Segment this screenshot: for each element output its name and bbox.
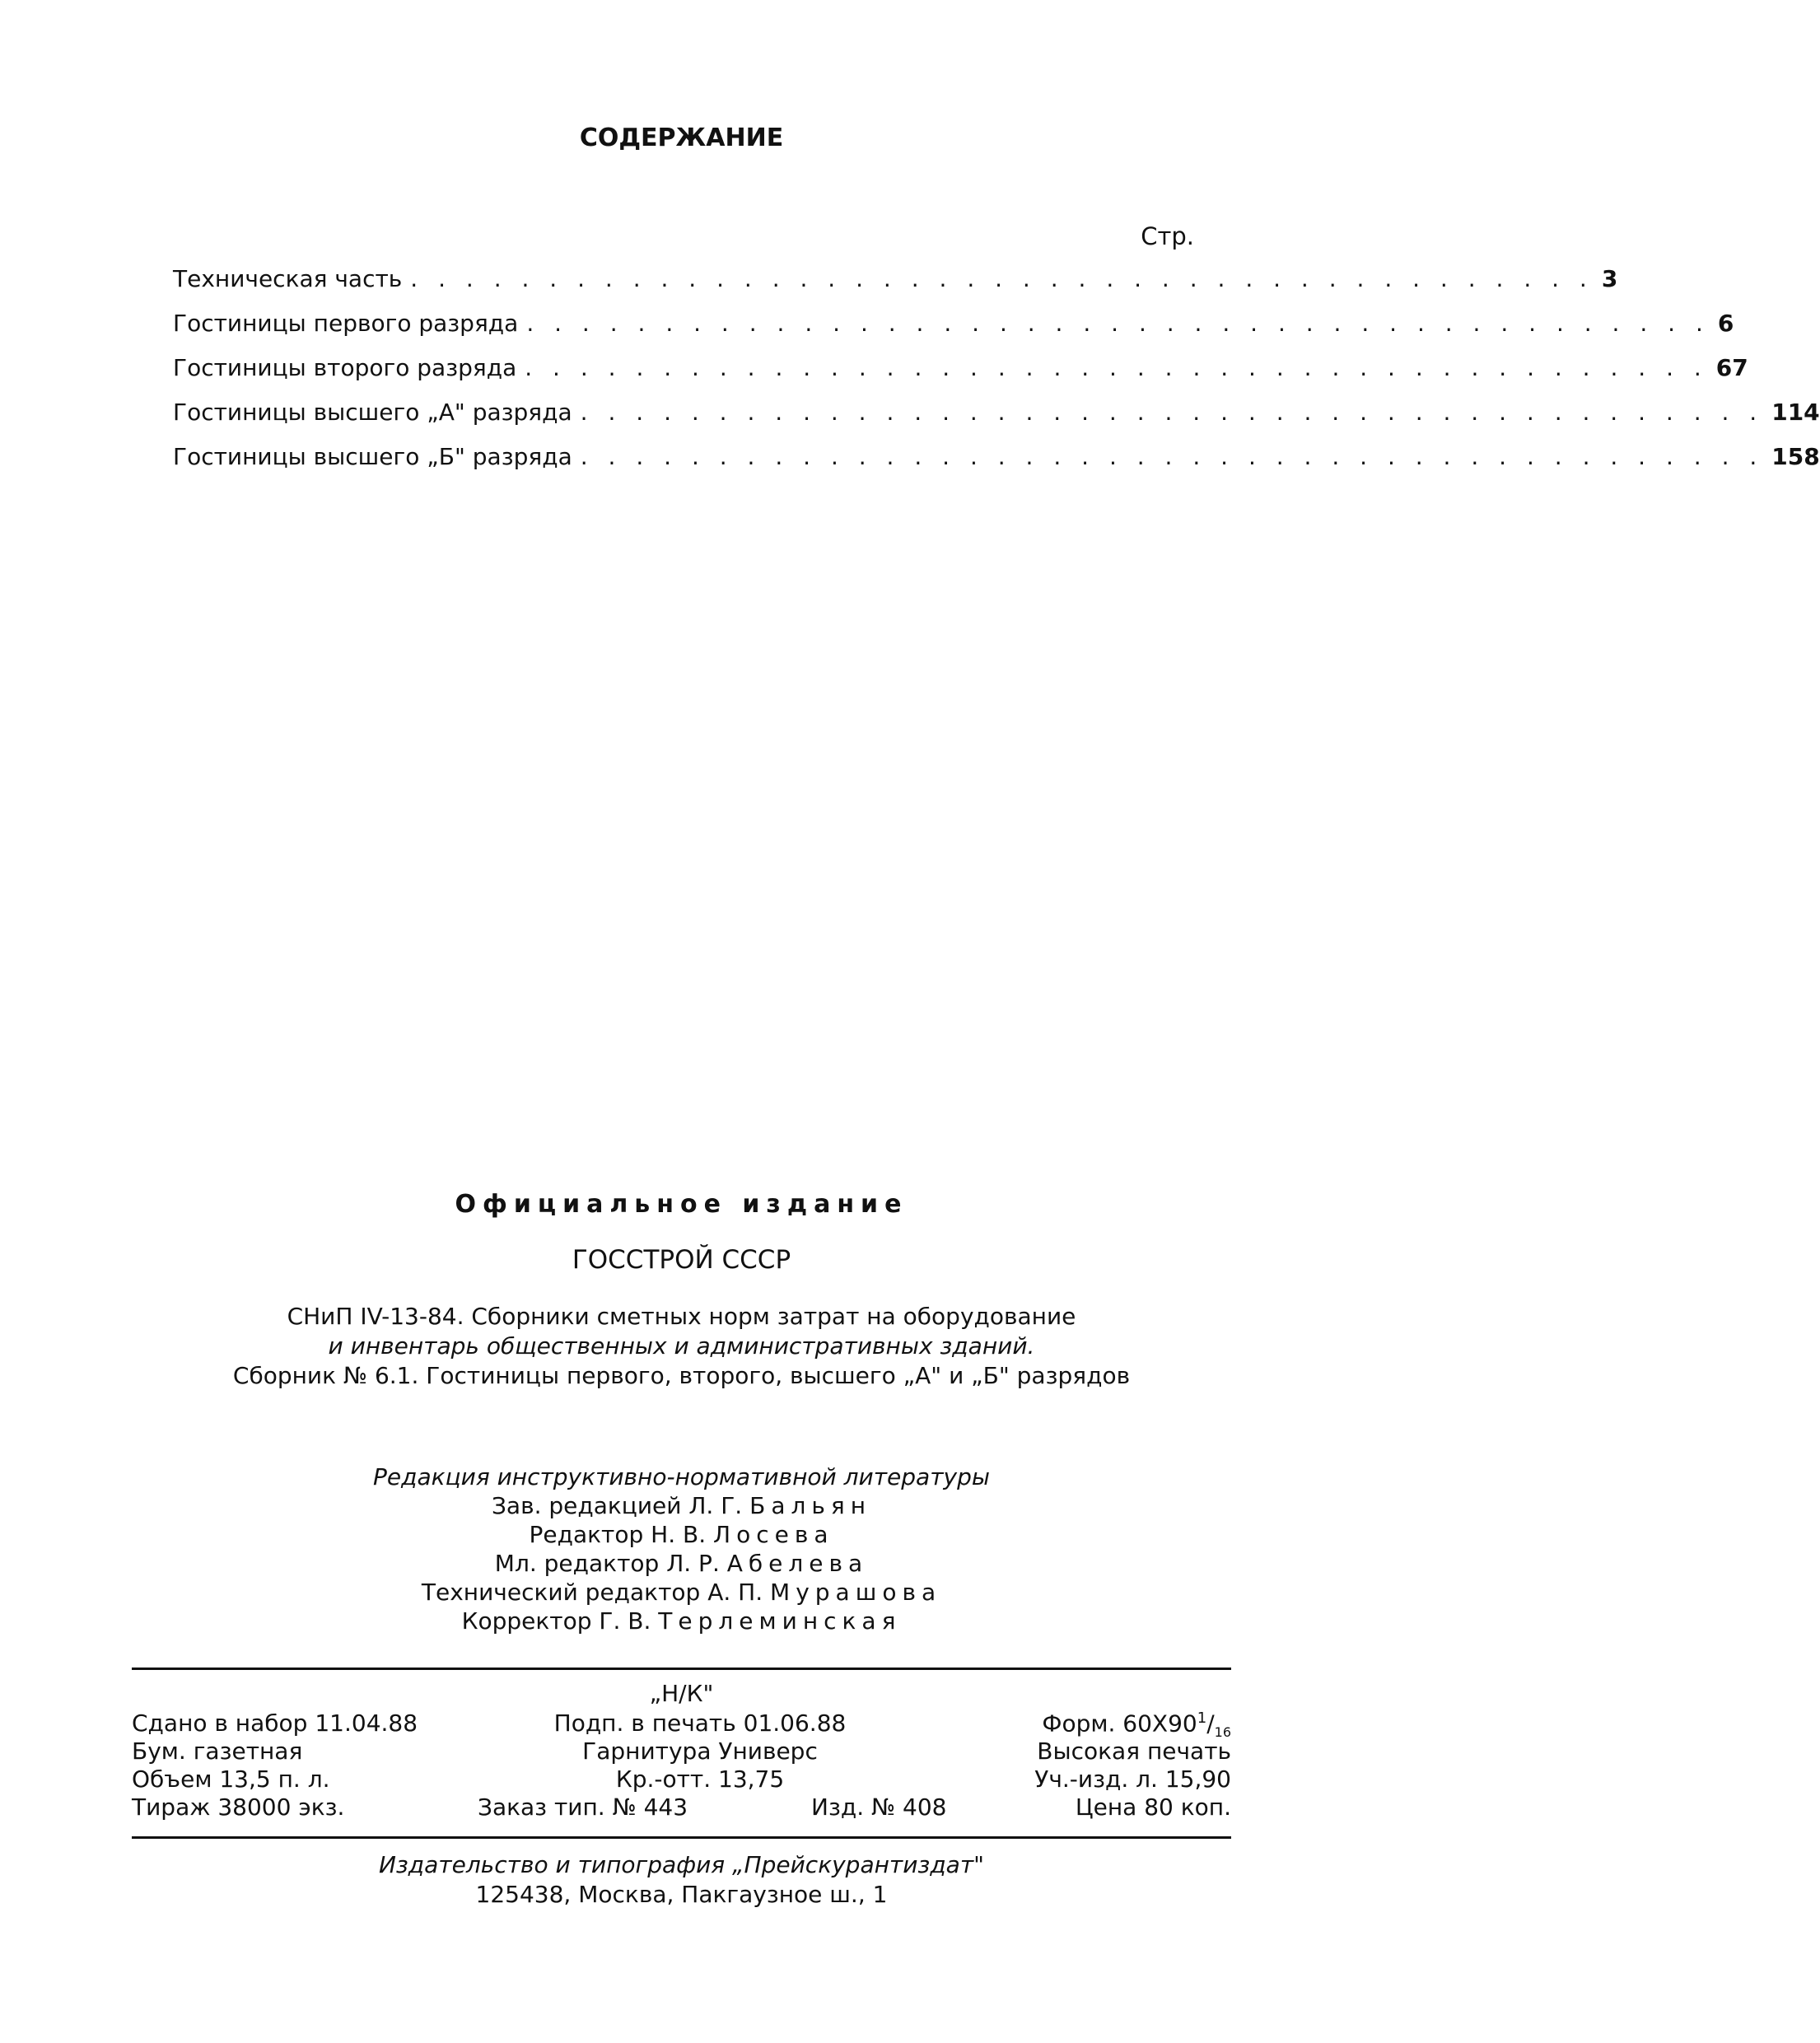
imprint-volume: Объем 13,5 п. л. [132,1765,330,1793]
toc-entry [173,443,1820,476]
imprint-format-prefix: Форм. 60Х90 [1042,1709,1197,1737]
credit-line [0,1607,1363,1635]
imprint-signed-date: Подп. в печать 01.06.88 [553,1709,847,1737]
footer-address: 125438, Москва, Пакгаузное ш., 1 [475,1881,888,1908]
publisher-org: ГОССТРОЙ СССР [572,1245,791,1275]
credit-line [0,1492,1363,1519]
credit-name: Абелева [726,1550,869,1577]
toc-entry-label: Техническая часть [173,265,403,292]
edition-label: Официальное издание [455,1190,908,1219]
imprint-color-prints: Кр.-отт. 13,75 [615,1765,785,1793]
imprint-price: Цена 80 коп. [1075,1793,1231,1821]
document-title-line: Сборник № 6.1. Гостиницы первого, второго, высшего „А" и „Б" разрядов [232,1362,1131,1389]
imprint-divider-top [132,1668,1231,1670]
toc-page-header: Стр. [1141,222,1194,250]
credit-name: Лосева [713,1521,834,1548]
footer-publisher: Издательство и типография „Прейскурантиздат" [378,1851,985,1878]
imprint-format-slash: / [1206,1709,1215,1737]
imprint-order: Заказ тип. № 443 [478,1793,688,1821]
imprint-divider-bottom [132,1836,1231,1839]
credit-line [0,1579,1363,1606]
credit-name: Терлеминская [658,1607,902,1635]
credit-role: Мл. редактор Л. Р. [494,1550,720,1577]
credit-line [0,1550,1363,1577]
toc-entry-label: Гостиницы второго разряда [173,354,517,381]
toc-leader-dots: . . . . . . . . . . . . . . . . . . . . . . . . . . . . . . . . . . . . . . . . . . . [580,399,1764,426]
toc-leader-dots: . . . . . . . . . . . . . . . . . . . . . . . . . . . . . . . . . . . . . . . . . . . [526,310,1710,337]
imprint-format [1042,1709,1231,1740]
document-title-line: СНиП IV-13-84. Сборники сметных норм затрат на оборудование [287,1303,1076,1330]
toc-entry-label: Гостиницы высшего „А" разряда [173,399,572,426]
imprint-pub-sheets: Уч.-изд. л. 15,90 [1034,1765,1231,1793]
toc-leader-dots: . . . . . . . . . . . . . . . . . . . . . . . . . . . . . . . . . . . . . . . . . . . [525,354,1708,381]
toc-entry [173,310,1734,343]
toc-entry-page: 67 [1715,354,1748,381]
credit-role: Зав. редакцией Л. Г. [491,1492,743,1519]
credit-role: Редактор Н. В. [529,1521,707,1548]
toc-entry-page: 114 [1771,399,1820,426]
credit-role: Корректор Г. В. [461,1607,651,1635]
toc-entry [173,265,1618,298]
toc-entry-label: Гостиницы высшего „Б" разряда [173,443,572,470]
imprint-typeface: Гарнитура Универс [582,1737,818,1765]
toc-entry [173,399,1820,431]
imprint-format-sup: 1 [1197,1709,1207,1727]
editorial-office: Редакция инструктивно-нормативной литературы [373,1463,990,1490]
imprint-code: „Н/К" [649,1680,714,1707]
toc-entry-page: 6 [1717,310,1734,337]
imprint-format-sub: 16 [1214,1723,1231,1740]
imprint-paper: Бум. газетная [132,1737,303,1765]
imprint-edition-no: Изд. № 408 [811,1793,947,1821]
toc-leader-dots: . . . . . . . . . . . . . . . . . . . . . . . . . . . . . . . . . . . . . . . . . . . [580,443,1764,470]
imprint-typeset-date: Сдано в набор 11.04.88 [132,1709,418,1737]
imprint-print-type: Высокая печать [1037,1737,1231,1765]
toc-entry-page: 158 [1771,443,1820,470]
toc-leader-dots: . . . . . . . . . . . . . . . . . . . . . . . . . . . . . . . . . . . . . . . . . . . [410,265,1594,292]
toc-entry-label: Гостиницы первого разряда [173,310,519,337]
credit-name: Бальян [749,1492,872,1519]
document-title-line: и инвентарь общественных и административных зданий. [328,1332,1035,1360]
toc-title: СОДЕРЖАНИЕ [579,124,784,152]
credit-line [0,1521,1363,1548]
imprint-circulation: Тираж 38000 экз. [132,1793,345,1821]
toc-entry [173,354,1748,387]
credit-name: Мурашова [770,1579,942,1606]
toc-entry-page: 3 [1601,265,1618,292]
credit-role: Технический редактор А. П. [421,1579,763,1606]
